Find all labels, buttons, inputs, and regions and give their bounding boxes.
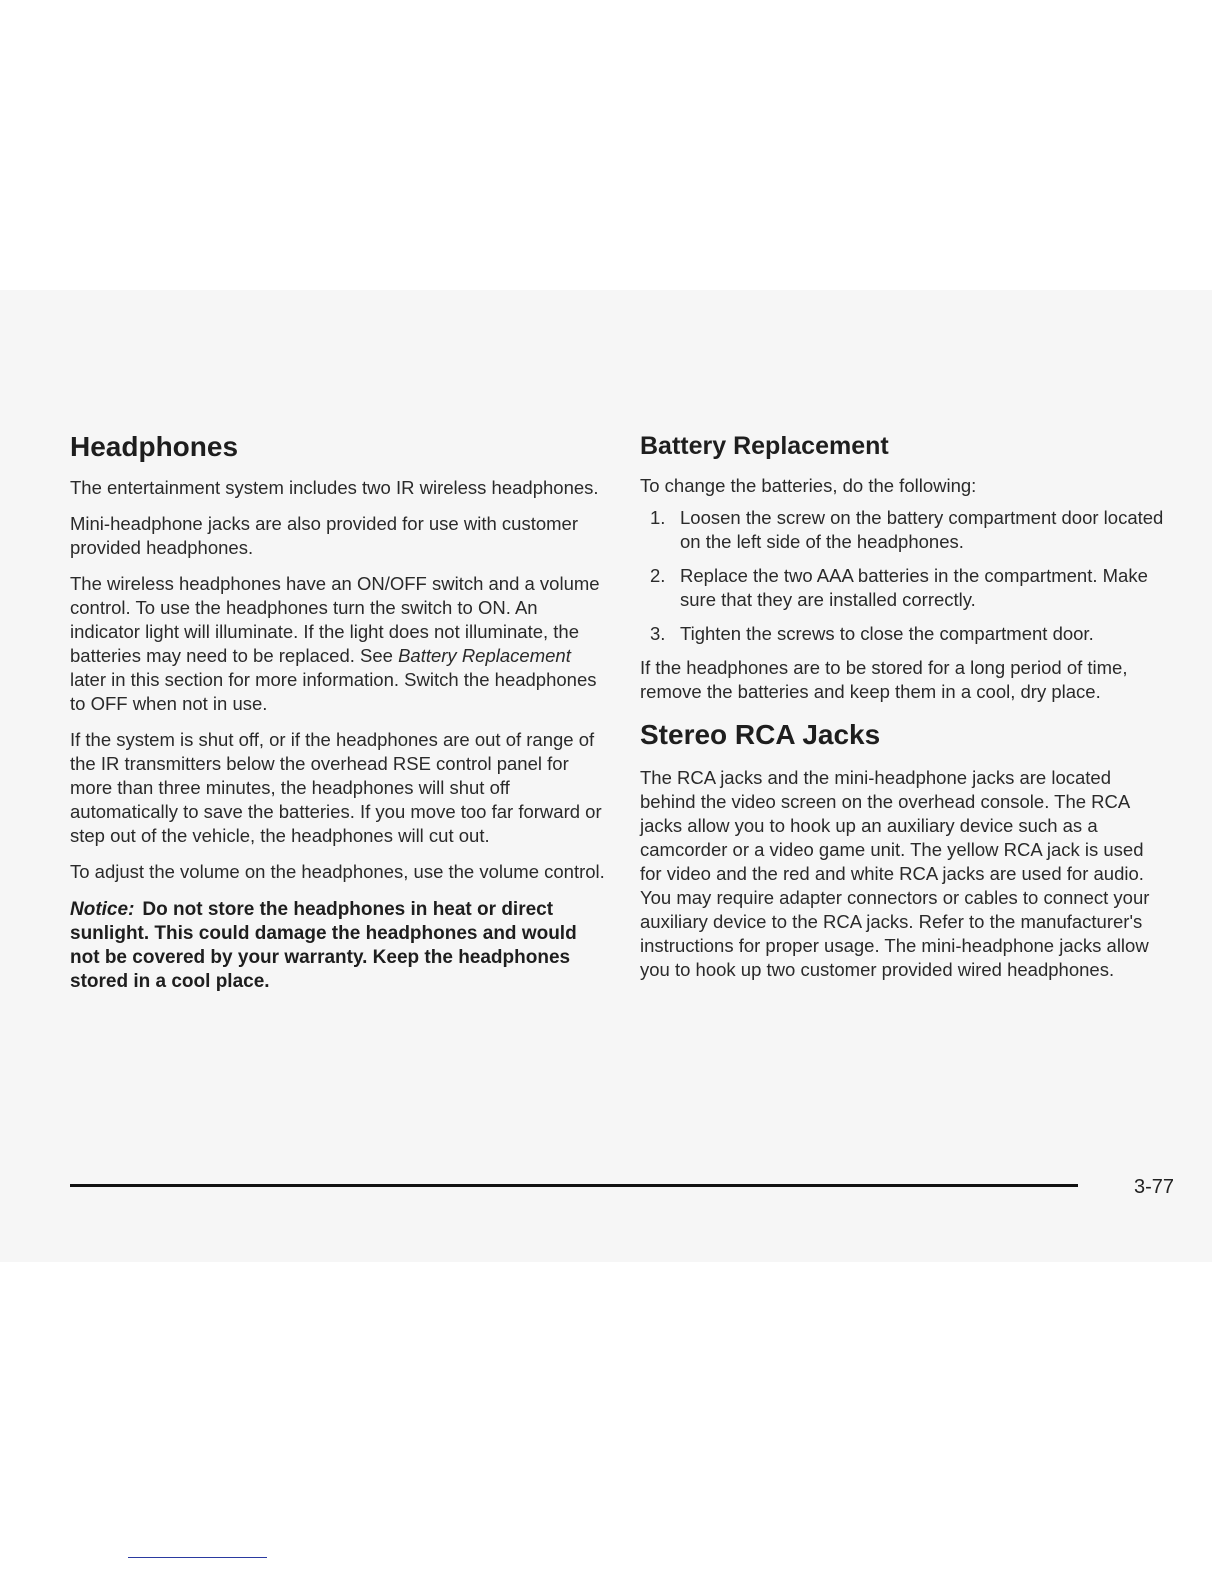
list-item — [640, 564, 1170, 612]
step-text: Tighten the screws to close the compartment door. — [680, 623, 1094, 644]
stereo-rca-heading: Stereo RCA Jacks — [640, 719, 881, 750]
battery-column — [640, 430, 1170, 982]
text-span: The wireless headphones have an ON/OFF switch and a volume control. To use the headphones turn the switch to ON. An indicator light will illuminate. If the light does not illuminate, the batteries may need to be replaced. See — [70, 573, 600, 666]
text-span: later in this section for more information. Switch the headphones to OFF when not in use. — [70, 669, 597, 714]
notice-block — [70, 898, 605, 994]
battery-storage-note: If the headphones are to be stored for a long period of time, remove the batteries and keep them in a cool, dry place. — [640, 657, 1128, 702]
step-text: Replace the two AAA batteries in the compartment. Make sure that they are installed correctly. — [680, 565, 1148, 610]
footer-rule — [70, 1184, 1078, 1187]
paragraph: If the system is shut off, or if the headphones are out of range of the IR transmitters below the overhead RSE control panel for more than three minutes, the headphones will shut off automatically to save the batteries. If you move too far forward or step out of the vehicle, the headphones will cut out. — [70, 729, 602, 846]
notice-text: Do not store the headphones in heat or direct sunlight. This could damage the headphones and would not be covered by your warranty. Keep the headphones stored in a cool place. — [70, 899, 577, 992]
headphones-heading: Headphones — [70, 431, 239, 462]
step-number: 2. — [650, 565, 666, 586]
headphones-column — [70, 430, 605, 994]
paragraph: The entertainment system includes two IR wireless headphones. — [70, 477, 599, 498]
step-text: Loosen the screw on the battery compartment door located on the left side of the headphones. — [680, 507, 1164, 552]
battery-intro: To change the batteries, do the following: — [640, 475, 977, 496]
step-number: 1. — [650, 507, 666, 528]
rca-paragraph: The RCA jacks and the mini-headphone jacks are located behind the video screen on the overhead console. The RCA jacks allow you to hook up an auxiliary device such as a camcorder or a video game unit. The yellow RCA jack is used for video and the red and white RCA jacks are used for audio. You may require adapter connectors or cables to connect your auxiliary device to the RCA jacks. Refer to the manufacturer's instructions for proper usage. The mini-headphone jacks allow you to hook up two customer provided wired headphones. — [640, 767, 1150, 980]
battery-replacement-reference: Battery Replacement — [398, 645, 571, 666]
battery-replacement-heading: Battery Replacement — [640, 432, 889, 460]
list-item — [640, 506, 1170, 554]
list-item — [640, 622, 1170, 646]
page-number: 3-77 — [1134, 1176, 1175, 1198]
paragraph — [70, 572, 605, 716]
notice-label: Notice: — [70, 899, 135, 920]
paragraph: Mini-headphone jacks are also provided for use with customer provided headphones. — [70, 513, 578, 558]
paragraph: To adjust the volume on the headphones, use the volume control. — [70, 861, 605, 882]
battery-steps — [640, 506, 1170, 646]
step-number: 3. — [650, 623, 666, 644]
bottom-divider — [128, 1557, 267, 1558]
